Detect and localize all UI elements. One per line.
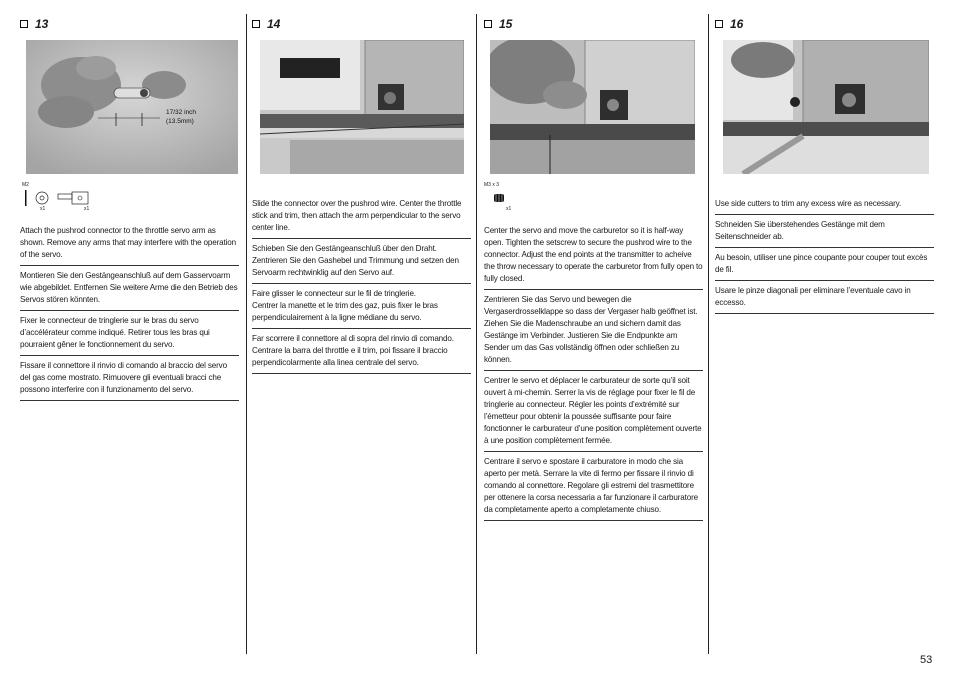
hardware-qty: x1 bbox=[506, 206, 512, 212]
hardware-diagram bbox=[484, 182, 703, 216]
step-15 bbox=[484, 14, 703, 514]
paragraph-de: Montieren Sie den Gestängeanschluß auf dem Gasservoarm wie abgebildet. Entfernen Sie weitere Arme die den Betrieb des Servos stören könnten. bbox=[20, 266, 239, 311]
paragraph-it: Fissare il connettore il rinvio di comando al braccio del servo del gas come mostrato. Rimuovere gli eventuali bracci che possono interferire con il funzionamento del servo. bbox=[20, 356, 239, 401]
paragraph-fr: Faire glisser le connecteur sur le fil de tringlerie. Centrer la manette et le trim des gaz, puis fixer le bras perpendiculairement à la ligne médiane du servo. bbox=[252, 284, 471, 329]
hardware-label: M2 bbox=[22, 182, 29, 188]
paragraph-it: Usare le pinze diagonali per eliminare l’eventuale cavo in eccesso. bbox=[715, 281, 934, 314]
column-divider bbox=[708, 14, 709, 654]
paragraph-en: Attach the pushrod connector to the throttle servo arm as shown. Remove any arms that may interfere with the operation of the servo. bbox=[20, 221, 239, 266]
instruction-text bbox=[20, 221, 239, 401]
checkbox-icon[interactable] bbox=[20, 20, 28, 28]
step-photo bbox=[723, 40, 929, 174]
step-photo bbox=[260, 40, 464, 174]
paragraph-en: Slide the connector over the pushrod wire. Center the throttle stick and trim, then attach the arm perpendicular to the servo center line. bbox=[252, 194, 471, 239]
page-number: 53 bbox=[920, 654, 933, 666]
measurement-callout: 17/32 inch (13.5mm) bbox=[166, 109, 196, 125]
step-photo bbox=[26, 40, 238, 174]
checkbox-icon[interactable] bbox=[715, 20, 723, 28]
step-header bbox=[484, 14, 703, 34]
hardware-diagram bbox=[20, 182, 239, 216]
hardware-qty: x1 bbox=[40, 206, 46, 212]
instruction-text bbox=[715, 194, 934, 314]
step-number: 14 bbox=[267, 17, 281, 31]
paragraph-it: Centrare il servo e spostare il carburatore in modo che sia aperto per metà. Serrare la vite di fermo per fissare il rinvio di comando al connettore. Regolare gli estremi del trasmettitore per ottenere la corsa necessaria a far funzionare il carburatore da completamente aperto a completamente chiuso. bbox=[484, 452, 703, 521]
paragraph-de: Schieben Sie den Gestängeanschluß über den Draht. Zentrieren Sie den Gashebel und Trimmung und setzen den Servoarm rechtwinklig auf den Servo auf. bbox=[252, 239, 471, 284]
step-number: 15 bbox=[499, 17, 513, 31]
column-divider bbox=[476, 14, 477, 654]
checkbox-icon[interactable] bbox=[252, 20, 260, 28]
instruction-text bbox=[252, 194, 471, 374]
paragraph-it: Far scorrere il connettore al di sopra del rinvio di comando. Centrare la barra del throttle e il trim, poi fissare il braccio perpendicolarmente alla linea centrale del servo. bbox=[252, 329, 471, 374]
step-header bbox=[20, 14, 239, 34]
step-header bbox=[252, 14, 471, 34]
step-number: 16 bbox=[730, 17, 744, 31]
paragraph-de: Schneiden Sie überstehendes Gestänge mit dem Seitenschneider ab. bbox=[715, 215, 934, 248]
column-divider bbox=[246, 14, 247, 654]
paragraph-fr: Au besoin, utiliser une pince coupante pour couper tout excès de fil. bbox=[715, 248, 934, 281]
step-number: 13 bbox=[35, 17, 49, 31]
paragraph-fr: Fixer le connecteur de tringlerie sur le bras du servo d’accélérateur comme indiqué. Retirer tous les bras qui pourraient gêner le fonctionnement du servo. bbox=[20, 311, 239, 356]
paragraph-en: Center the servo and move the carburetor so it is half-way open. Tighten the setscrew to secure the pushrod wire to the connector. Adjust the end points at the transmitter to acheive the throw necessary to operate the carburetor from fully open to fully closed. bbox=[484, 221, 703, 290]
paragraph-en: Use side cutters to trim any excess wire as necessary. bbox=[715, 194, 934, 215]
step-13 bbox=[20, 14, 239, 394]
checkbox-icon[interactable] bbox=[484, 20, 492, 28]
step-photo bbox=[490, 40, 695, 174]
step-header bbox=[715, 14, 934, 34]
hardware-label: M3 x 3 bbox=[484, 182, 500, 188]
instruction-text bbox=[484, 221, 703, 521]
paragraph-fr: Centrer le servo et déplacer le carburateur de sorte qu’il soit ouvert à mi-chemin. Serrer la vis de réglage pour fixer le fil de tringlerie au connecteur. Régler les points d’extrémité sur l’émetteur pour obtenir la poussée suffisante pour faire fonctionner le carburateur d’une position complètement ouverte à une position complètement fermée. bbox=[484, 371, 703, 452]
hardware-qty: x1 bbox=[84, 206, 90, 212]
step-16 bbox=[715, 14, 934, 307]
paragraph-de: Zentrieren Sie das Servo und bewegen die Vergaserdrosselklappe so dass der Vergaser halb geöffnet ist. Ziehen Sie die Madenschraube an und sichern damit das Gestänge im Verbinder. Justieren Sie die Endpunkte am Sender um das Gas vollständig öffnen oder schließen zu können. bbox=[484, 290, 703, 371]
step-14 bbox=[252, 14, 471, 367]
